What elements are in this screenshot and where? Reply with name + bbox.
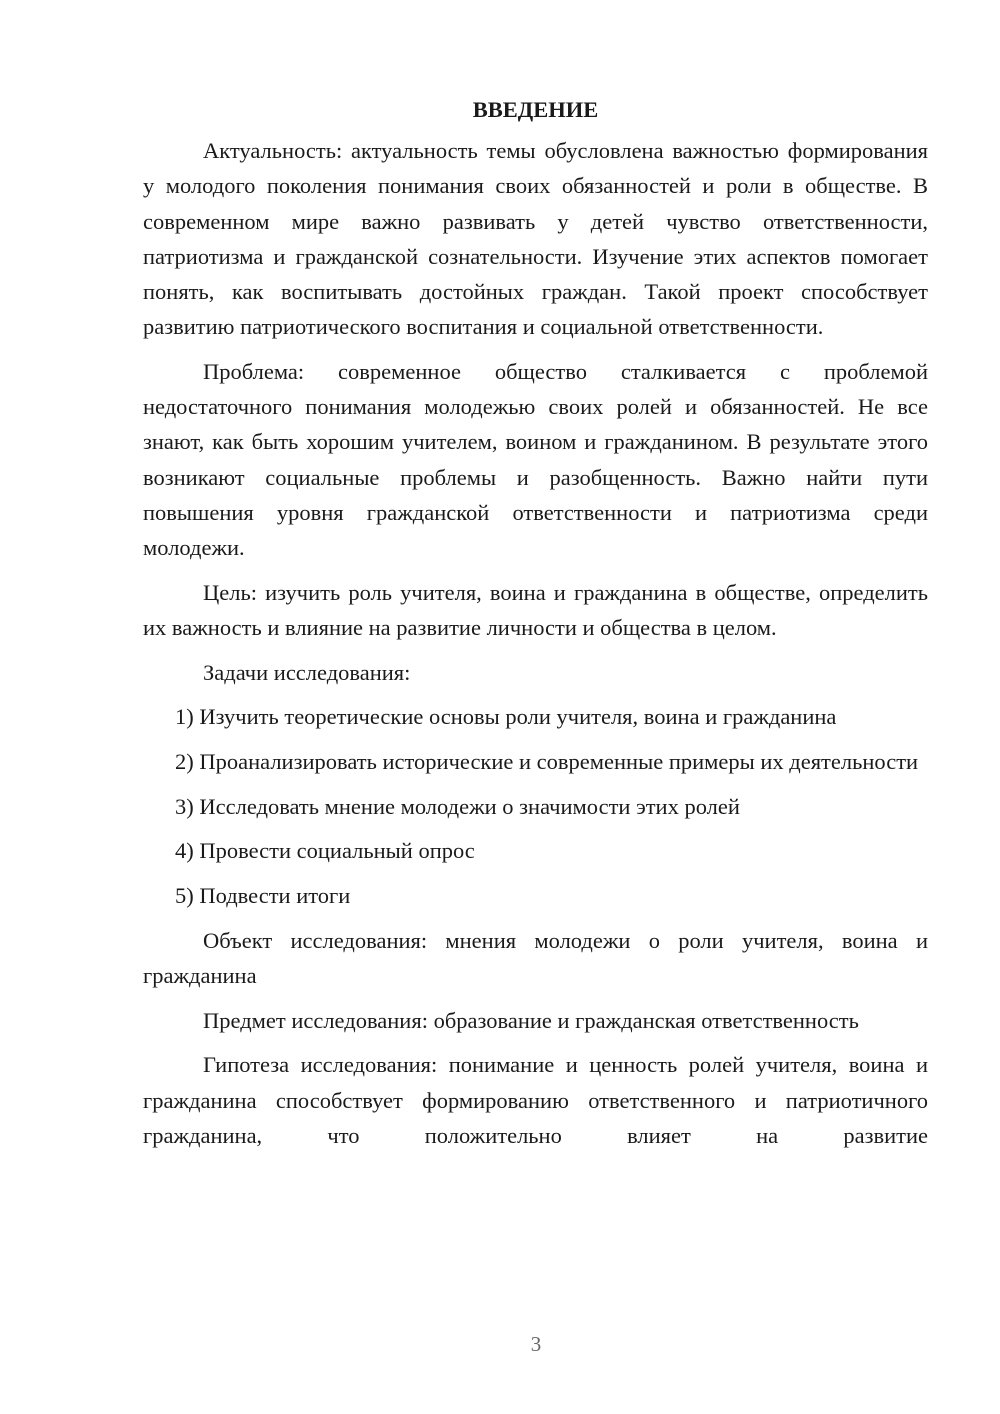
page-number: 3: [530, 1332, 542, 1356]
paragraph-relevance: Актуальность: актуальность темы обусловлена важностью формирования у молодого поколения понимания своих обязанностей и роли в обществе. В современном мире важно развивать у детей чувство ответственности, патриотизма и гражданской сознательности. Изучение этих аспектов помогает понять, как воспитывать достойных граждан. Такой проект способствует развитию патриотического воспитания и социальной ответственности.: [143, 138, 928, 340]
paragraph-problem: Проблема: современное общество сталкивается с проблемой недостаточного понимания молодежью своих ролей и обязанностей. Не все знают, как быть хорошим учителем, воином и гражданином. В результате этого возникают социальные проблемы и разобщенность. Важно найти пути повышения уровня гражданской ответственности и патриотизма среди молодежи.: [143, 358, 928, 560]
paragraph-goal: Цель: изучить роль учителя, воина и гражданина в обществе, определить их важность и влияние на развитие личности и общества в целом.: [143, 579, 928, 640]
paragraph-subject: Предмет исследования: образование и гражданская ответственность: [203, 1007, 859, 1033]
page-title: ВВЕДЕНИЕ: [472, 97, 599, 122]
list-item: 2) Проанализировать исторические и современные примеры их деятельности: [175, 748, 919, 774]
list-item: 5) Подвести итоги: [175, 883, 351, 909]
paragraph-hypothesis: Гипотеза исследования: понимание и ценность ролей учителя, воина и гражданина способствует формированию ответственного и патриотичного гражданина, что положительно влияет на развитие: [143, 1052, 928, 1148]
list-item: 1) Изучить теоретические основы роли учителя, воина и гражданина: [175, 704, 837, 730]
list-item: 4) Провести социальный опрос: [175, 838, 475, 864]
document-body: [143, 92, 928, 1162]
list-item: 3) Исследовать мнение молодежи о значимости этих ролей: [175, 793, 740, 819]
tasks-heading: Задачи исследования:: [203, 659, 411, 685]
paragraph-object: Объект исследования: мнения молодежи о роли учителя, воина и гражданина: [143, 927, 928, 988]
